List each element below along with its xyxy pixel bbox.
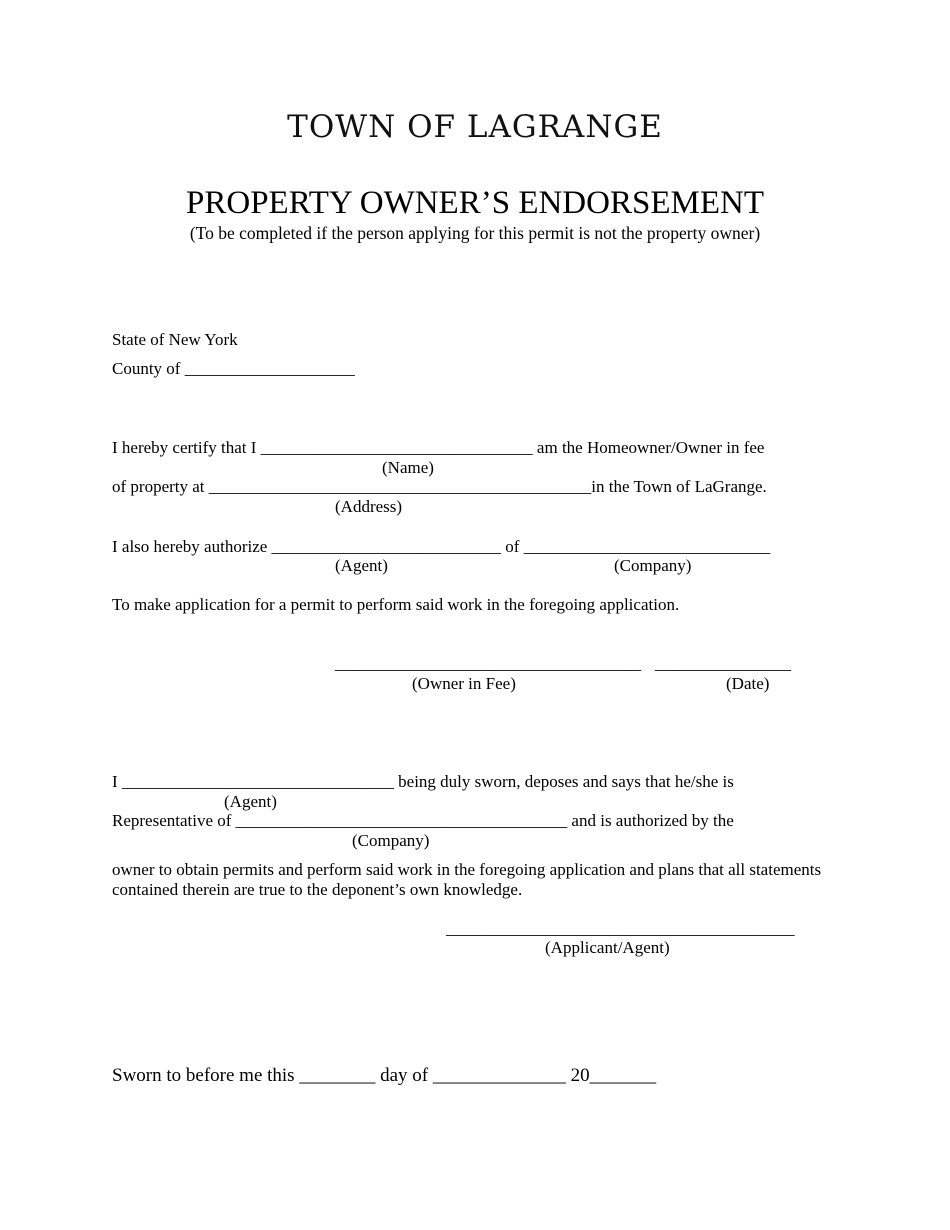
application-statement: To make application for a permit to perform said work in the foregoing application. <box>112 595 680 614</box>
applicant-signature-line[interactable]: _________________________________________ <box>446 919 795 938</box>
address-caption: (Address) <box>335 497 403 516</box>
statement-paragraph-line-2: contained therein are true to the deponent’s own knowledge. <box>112 880 523 899</box>
name-caption: (Name) <box>382 458 434 477</box>
county-field[interactable]: County of ____________________ <box>112 359 355 378</box>
certify-owner-line[interactable]: I hereby certify that I ________________________________ am the Homeowner/Owner in fee <box>112 438 765 457</box>
sworn-company-caption: (Company) <box>352 831 430 850</box>
sworn-agent-line[interactable]: I ________________________________ being duly sworn, deposes and says that he/she is <box>112 772 734 791</box>
page-title: PROPERTY OWNER’S ENDORSEMENT <box>186 185 764 221</box>
company-caption: (Company) <box>614 556 692 575</box>
authorize-agent-line[interactable]: I also hereby authorize ___________________________ of _____________________________ <box>112 537 771 556</box>
date-signature-line[interactable]: ________________ <box>655 654 791 673</box>
property-address-line[interactable]: of property at _____________________________________________in the Town of LaGrange. <box>112 477 767 496</box>
owner-signature-line[interactable]: ____________________________________ <box>335 654 641 673</box>
date-caption: (Date) <box>726 674 770 693</box>
owner-caption: (Owner in Fee) <box>412 674 516 693</box>
applicant-caption: (Applicant/Agent) <box>545 938 670 957</box>
representative-line[interactable]: Representative of _______________________________________ and is authorized by the <box>112 811 734 830</box>
statement-paragraph-line-1: owner to obtain permits and perform said work in the foregoing application and plans that all statements <box>112 860 822 879</box>
state-line: State of New York <box>112 330 238 349</box>
page-subtitle: (To be completed if the person applying for this permit is not the property owner) <box>189 223 761 243</box>
sworn-agent-caption: (Agent) <box>224 792 277 811</box>
agent-caption: (Agent) <box>335 556 388 575</box>
notary-sworn-line[interactable]: Sworn to before me this ________ day of ______________ 20_______ <box>112 1065 657 1086</box>
town-heading: TOWN OF LAGRANGE <box>287 109 663 145</box>
